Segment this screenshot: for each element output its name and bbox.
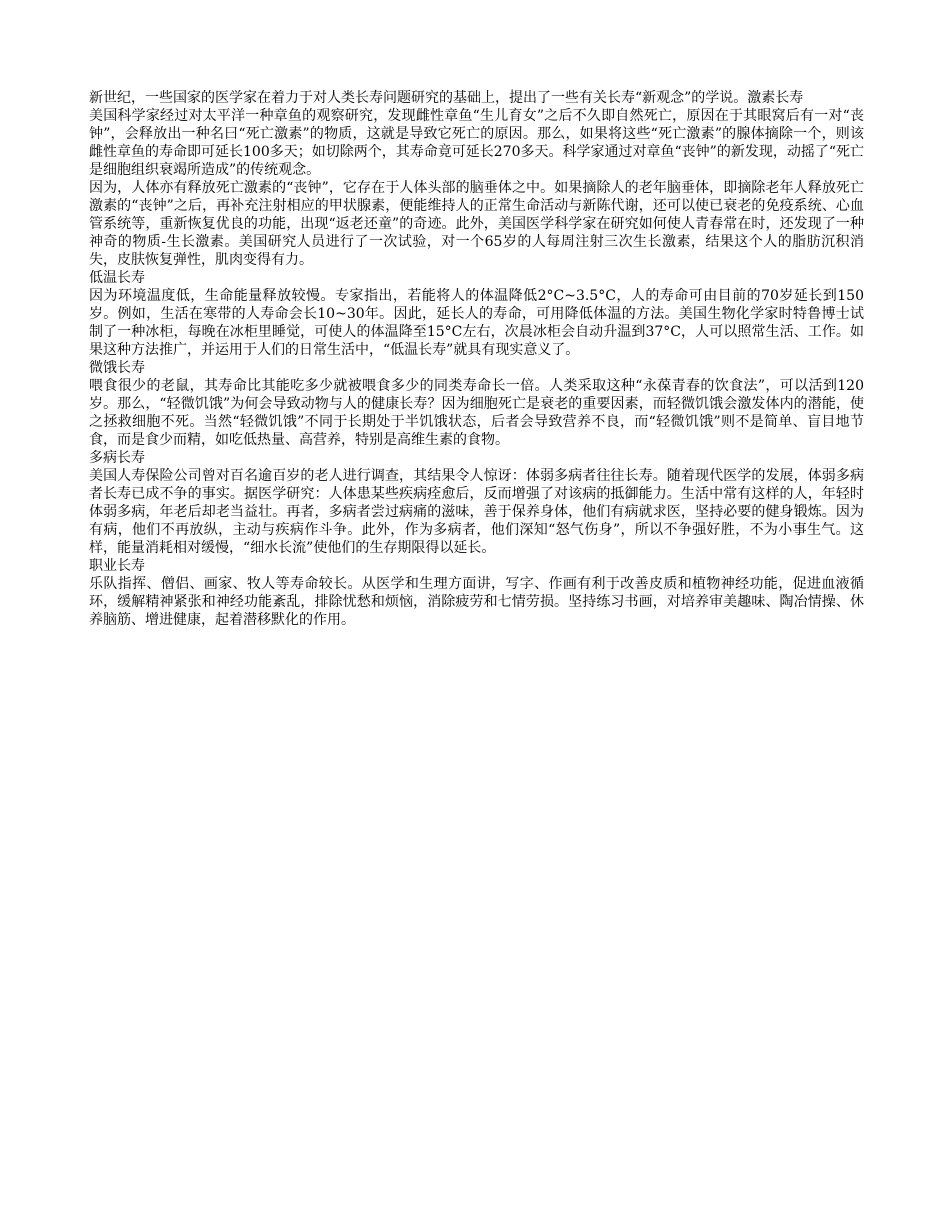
mild-hunger-paragraph: 喂食很少的老鼠，其寿命比其能吃多少就被喂食多少的同类寿命长一倍。人类采取这种“永葆青春的饮食法”，可以活到120岁。那么，“轻微饥饿”为何会导致动物与人的健康长寿？因为细胞死亡是衰老的重要因素，而轻微饥饿会激发体内的潜能，使之拯救细胞不死。当然“轻微饥饿”不同于长期处于半饥饿状态，后者会导致营养不良，而“轻微饥饿”则不是简单、盲目地节食，而是食少而精，如吃低热量、高营养，特别是高维生素的食物。 bbox=[89, 378, 864, 448]
document-body bbox=[89, 89, 864, 629]
hormone-paragraph-2: 因为，人体亦有释放死亡激素的“丧钟”，它存在于人体头部的脑垂体之中。如果摘除人的老年脑垂体，即摘除老年人释放死亡激素的“丧钟”之后，再补充注射相应的甲状腺素，便能维持人的正常生命活动与新陈代谢，还可以使已衰老的免疫系统、心血管系统等，重新恢复优良的功能，出现“返老还童”的奇迹。此外，美国医学科学家在研究如何使人青春常在时，还发现了一种神奇的物质-生长激素。美国研究人员进行了一次试验，对一个65岁的人每周注射三次生长激素，结果这个人的脂肪沉积消失，皮肤恢复弹性，肌肉变得有力。 bbox=[89, 180, 864, 268]
intro-paragraph: 新世纪，一些国家的医学家在着力于对人类长寿问题研究的基础上，提出了一些有关长寿“新观念”的学说。激素长寿 bbox=[89, 90, 804, 106]
occupation-paragraph: 乐队指挥、僧侣、画家、牧人等寿命较长。从医学和生理方面讲，写字、作画有利于改善皮质和植物神经功能，促进血液循环，缓解精神紧张和神经功能紊乱，排除忧愁和烦恼，消除疲劳和七情劳损。坚持练习书画，对培养审美趣味、陶冶情操、休养脑筋、增进健康，起着潜移默化的作用。 bbox=[89, 576, 864, 628]
low-temperature-paragraph: 因为环境温度低，生命能量释放较慢。专家指出，若能将人的体温降低2°C~3.5°C，人的寿命可由目前的70岁延长到150岁。例如，生活在寒带的人寿命会长10~30年。因此，延长人的寿命，可用降低体温的方法。美国生物化学家时特鲁博士试制了一种冰柜，每晚在冰柜里睡觉，可使人的体温降至15°C左右，次晨冰柜会自动升温到37°C，人可以照常生活、工作。如果这种方法推广，并运用于人们的日常生活中，“低温长寿”就具有现实意义了。 bbox=[89, 288, 864, 358]
section-heading-occupation: 职业长寿 bbox=[89, 558, 145, 574]
hormone-paragraph-1: 美国科学家经过对太平洋一种章鱼的观察研究，发现雌性章鱼“生儿育女”之后不久即自然死亡，原因在于其眼窝后有一对“丧钟”，会释放出一种名曰“死亡激素”的物质，这就是导致它死亡的原因。那么，如果将这些“死亡激素”的腺体摘除一个，则该雌性章鱼的寿命即可延长100多天；如切除两个，其寿命竟可延长270多天。科学家通过对章鱼“丧钟”的新发现，动摇了“死亡是细胞组织衰竭所造成”的传统观念。 bbox=[89, 108, 864, 178]
section-heading-low-temperature: 低温长寿 bbox=[89, 270, 145, 286]
section-heading-illness: 多病长寿 bbox=[89, 450, 145, 466]
section-heading-mild-hunger: 微饿长寿 bbox=[89, 360, 145, 376]
illness-paragraph: 美国人寿保险公司曾对百名逾百岁的老人进行调查，其结果令人惊讶：体弱多病者往往长寿。随着现代医学的发展，体弱多病者长寿已成不争的事实。据医学研究：人体患某些疾病痊愈后，反而增强了对该病的抵御能力。生活中常有这样的人，年轻时体弱多病，年老后却老当益壮。再者，多病者尝过病痛的滋味，善于保养身体，他们有病就求医，坚持必要的健身锻炼。因为有病，他们不再放纵，主动与疾病作斗争。此外，作为多病者，他们深知“怒气伤身”，所以不争强好胜，不为小事生气。这样，能量消耗相对缓慢，“细水长流”使他们的生存期限得以延长。 bbox=[89, 468, 864, 556]
